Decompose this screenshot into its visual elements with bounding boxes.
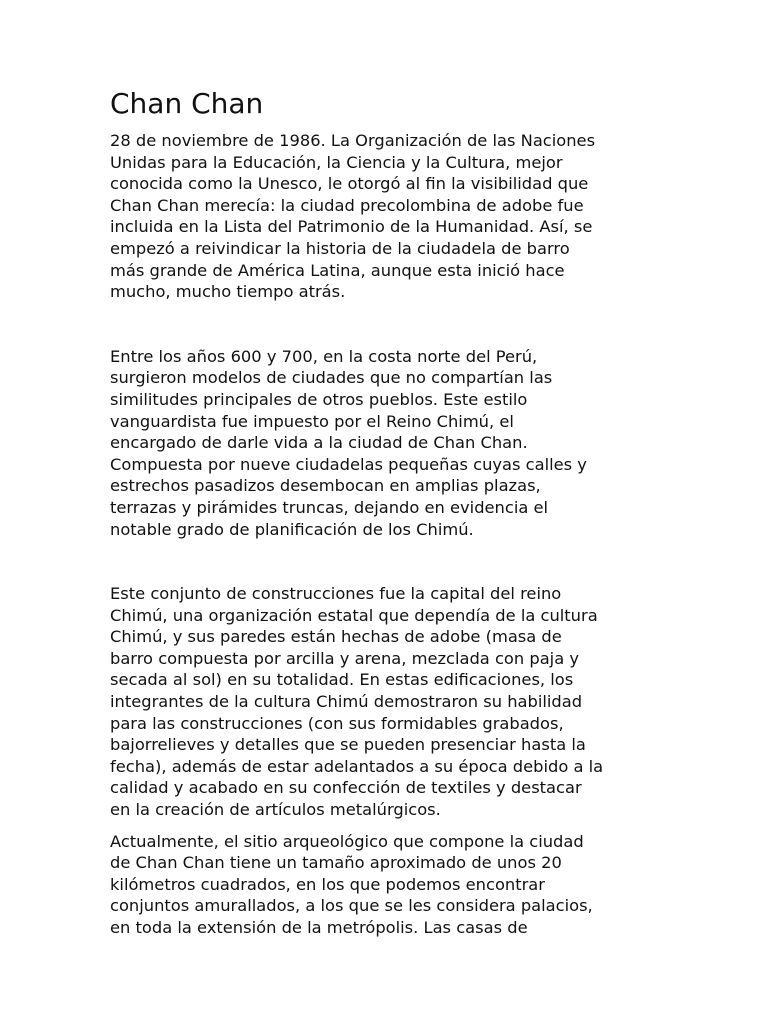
document-page [110,86,670,939]
document-title: Chan Chan [110,87,264,120]
paragraph-spacer [110,540,670,583]
paragraph-spacer [110,821,670,831]
paragraph-2: Entre los años 600 y 700, en la costa norte del Perú, surgieron modelos de ciudades que no compartían las similitudes principales de otros pueblos. Este estilo vanguardista fue impuesto por el Reino Chimú, el encargado de darle vida a la ciudad de Chan Chan. Compuesta por nueve ciudadelas pequeñas cuyas calles y estrechos pasadizos desembocan en amplias plazas, terrazas y pirámides truncas, dejando en evidencia el notable grado de planificación de los Chimú. [110,346,587,539]
paragraph-spacer [110,303,670,346]
paragraph-1: 28 de noviembre de 1986. La Organización de las Naciones Unidas para la Educación, la Ciencia y la Cultura, mejor conocida como la Unesco, le otorgó al fin la visibilidad que Chan Chan merecía: la ciudad precolombina de adobe fue incluida en la Lista del Patrimonio de la Humanidad. Así, se empezó a reivindicar la historia de la ciudadela de barro más grande de América Latina, aunque esta inició hace mucho, mucho tiempo atrás. [110,131,596,302]
paragraph-3: Este conjunto de construcciones fue la capital del reino Chimú, una organización estatal que dependía de la cultura Chimú, y sus paredes están hechas de adobe (masa de barro compuesta por arcilla y arena, mezclada con paja y secada al sol) en su totalidad. En estas edificaciones, los integrantes de la cultura Chimú demostraron su habilidad para las construcciones (con sus formidables grabados, bajorrelieves y detalles que se pueden presenciar hasta la fecha), además de estar adelantados a su época debido a la calidad y acabado en su confección de textiles y destacar en la creación de artículos metalúrgicos. [110,584,604,820]
paragraph-4: Actualmente, el sitio arqueológico que compone la ciudad de Chan Chan tiene un tamaño aproximado de unos 20 kilómetros cuadrados, en los que podemos encontrar conjuntos amurallados, a los que se les considera palacios, en toda la extensión de la metrópolis. Las casas de [110,831,593,937]
